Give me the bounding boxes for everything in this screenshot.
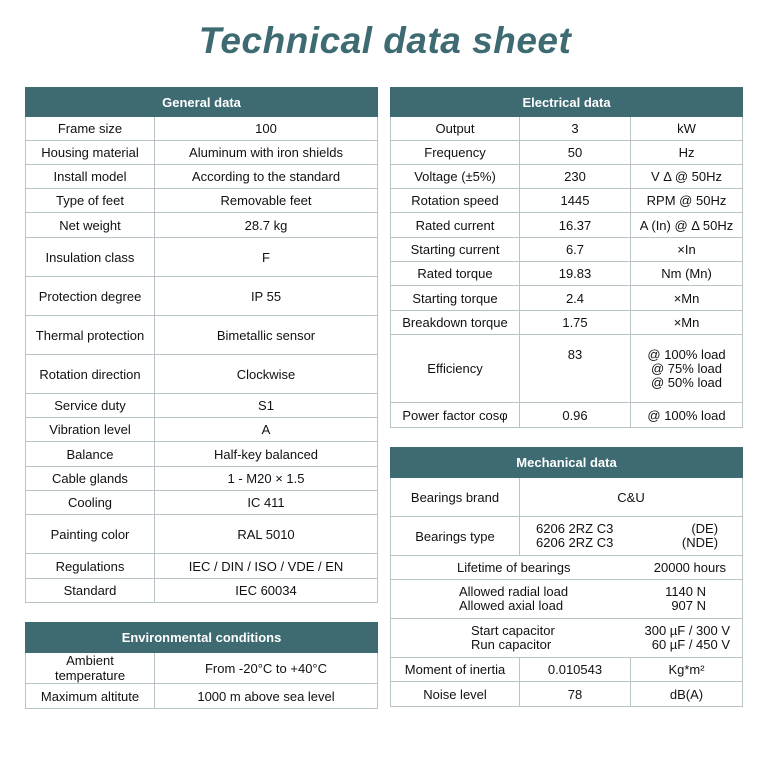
table-row: Net weight 28.7 kg [26, 213, 378, 238]
table-row: Bearings brand C&U [391, 478, 743, 517]
efficiency-loads: @ 100% load @ 75% load @ 50% load [631, 335, 743, 403]
table-row: Output 3 kW [391, 117, 743, 141]
table-row: Housing material Aluminum with iron shields [26, 141, 378, 165]
table-row: Regulations IEC / DIN / ISO / VDE / EN [26, 554, 378, 579]
table-row: Cooling IC 411 [26, 491, 378, 515]
table-row: Standard IEC 60034 [26, 579, 378, 603]
page-title: Technical data sheet [198, 20, 572, 61]
table-row: Moment of inertia 0.010543 Kg*m² [391, 658, 743, 682]
environmental-conditions-header: Environmental conditions [26, 623, 378, 653]
table-row: Install model According to the standard [26, 165, 378, 189]
table-row: Type of feet Removable feet [26, 189, 378, 213]
table-row: Starting current 6.7 ×In [391, 238, 743, 262]
general-data-table [25, 87, 378, 603]
table-row: Rated torque 19.83 Nm (Mn) [391, 262, 743, 286]
bearings-type-values: 6206 2RZ C3 (DE) 6206 2RZ C3 (NDE) [520, 517, 743, 556]
table-row: Frame size 100 [26, 117, 378, 141]
table-row: Balance Half-key balanced [26, 442, 378, 467]
table-row: Rotation direction Clockwise [26, 355, 378, 394]
table-row [391, 580, 743, 619]
table-row: Starting torque 2.4 ×Mn [391, 286, 743, 311]
table-row [391, 619, 743, 658]
general-data-header: General data [26, 88, 378, 117]
table-row: Painting color RAL 5010 [26, 515, 378, 554]
table-row: Frequency 50 Hz [391, 141, 743, 165]
table-row: Rated current 16.37 A (In) @ Δ 50Hz [391, 213, 743, 238]
electrical-data-header: Electrical data [391, 88, 743, 117]
table-row: Efficiency 83 @ 100% load @ 75% load @ 50% load [391, 335, 743, 403]
table-row: Rotation speed 1445 RPM @ 50Hz [391, 189, 743, 213]
table-row: Protection degree IP 55 [26, 277, 378, 316]
table-row: Insulation class F [26, 238, 378, 277]
table-row [391, 556, 743, 580]
lifetime-row: Lifetime of bearings 20000 hours [391, 556, 743, 580]
environmental-conditions-table [25, 622, 378, 709]
table-row: Noise level 78 dB(A) [391, 682, 743, 707]
mechanical-data-header: Mechanical data [391, 448, 743, 478]
mechanical-data-table [390, 447, 743, 707]
electrical-data-table [390, 87, 743, 428]
table-row: Thermal protection Bimetallic sensor [26, 316, 378, 355]
loads-row: Allowed radial load 1140 N Allowed axial load 907 N [391, 580, 743, 619]
table-row: Vibration level A [26, 418, 378, 442]
table-row: Service duty S1 [26, 394, 378, 418]
capacitors-row: Start capacitor 300 µF / 300 V Run capacitor 60 µF / 450 V [391, 619, 743, 658]
table-row: Cable glands 1 - M20 × 1.5 [26, 467, 378, 491]
table-row: Ambient temperature From -20°C to +40°C [26, 653, 378, 684]
table-row: Maximum altitute 1000 m above sea level [26, 684, 378, 709]
table-row: Voltage (±5%) 230 V Δ @ 50Hz [391, 165, 743, 189]
table-row: Breakdown torque 1.75 ×Mn [391, 311, 743, 335]
table-row: Power factor cosφ 0.96 @ 100% load [391, 403, 743, 428]
table-row: Bearings type 6206 2RZ C3 (DE) 6206 2RZ C3 (NDE) [391, 517, 743, 556]
